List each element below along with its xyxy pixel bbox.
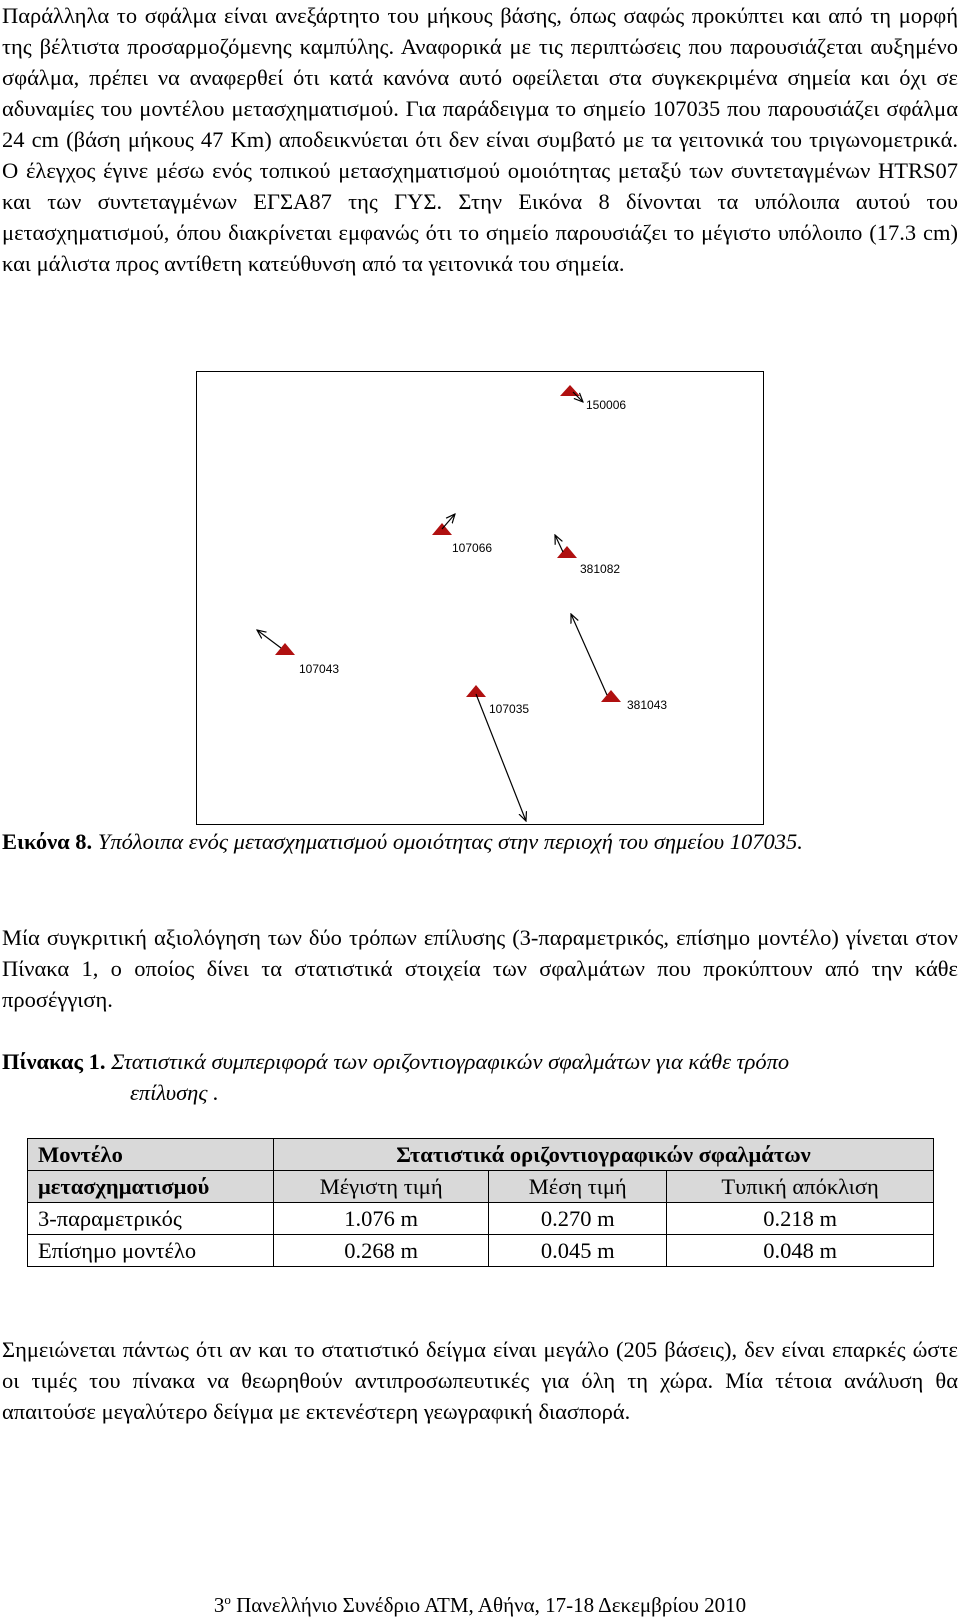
residual-arrow xyxy=(442,514,455,529)
residuals-figure xyxy=(196,371,764,825)
point-381043 xyxy=(571,614,667,712)
point-381082 xyxy=(555,535,620,576)
point-107035 xyxy=(466,685,529,821)
point-150006 xyxy=(560,385,626,412)
footer-superscript: ο xyxy=(224,1592,231,1607)
point-label: 381043 xyxy=(627,698,668,712)
triangle-marker xyxy=(275,643,295,655)
point-label: 107043 xyxy=(299,662,340,676)
figure-caption-label: Εικόνα 8. xyxy=(2,829,93,854)
statistics-table xyxy=(27,1138,934,1267)
body-paragraph-1: Παράλληλα το σφάλμα είναι ανεξάρτητο του μήκους βάσης, όπως σαφώς προκύπτει και από τη μορφή της βέλτιστα προσαρμοζόμενης καμπύλης. Αναφορικά με τις περιπτώσεις που παρουσιάζεται αυξημένο σφάλμα, πρέπει να αναφερθεί ότι κατά κανόνα αυτό οφείλεται στα συγκεκριμένα σημεία και όχι σε αδυναμίες του μοντέλου μετασχηματισμού. Για παράδειγμα το σημείο 107035 που παρουσιάζει σφάλμα 24 cm (βάση μήκους 47 Km) αποδεικνύεται ότι δεν είναι συμβατό με τα γειτονικά του τριγωνομετρικά. Ο έλεγχος έγινε μέσω ενός τοπικού μετασχηματισμού ομοιότητας μεταξύ των συντεταγμένων HTRS07 και των συντεταγμένων ΕΓΣΑ87 της ΓΥΣ. Στην Εικόνα 8 δίνονται τα υπόλοιπα αυτού του μετασχηματισμού, όπου διακρίνεται εμφανώς ότι το σημείο παρουσιάζει το μέγιστο υπόλοιπο (17.3 cm) και μάλιστα προς αντίθετη κατεύθυνση από τα γειτονικά του σημεία. xyxy=(2,3,958,276)
value-cell: 0.048 m xyxy=(667,1235,934,1267)
point-label: 107066 xyxy=(452,541,493,555)
residual-arrow xyxy=(257,630,281,648)
table-caption-label: Πίνακας 1. xyxy=(2,1049,106,1074)
point-107043 xyxy=(257,630,339,676)
triangle-marker xyxy=(560,385,580,396)
table-caption-text: Στατιστικά συμπεριφορά των οριζοντιογραφικών σφαλμάτων για κάθε τρόπο xyxy=(111,1049,790,1074)
residual-arrow xyxy=(555,535,563,552)
column-header: Τυπική απόκλιση xyxy=(667,1171,934,1203)
table-header-row xyxy=(28,1139,934,1171)
value-cell: 0.045 m xyxy=(489,1235,667,1267)
triangle-marker xyxy=(601,690,621,702)
group-header: Στατιστικά οριζοντιογραφικών σφαλμάτων xyxy=(274,1139,934,1171)
point-label: 381082 xyxy=(580,562,621,576)
figure-caption xyxy=(2,826,958,857)
model-cell: 3-παραμετρικός xyxy=(28,1203,274,1235)
model-cell: Επίσημο μοντέλο xyxy=(28,1235,274,1267)
point-label: 107035 xyxy=(489,702,530,716)
table-caption xyxy=(2,1046,958,1108)
figure-caption-text: Υπόλοιπα ενός μετασχηματισμού ομοιότητας στην περιοχή του σημείου 107035. xyxy=(97,829,803,854)
table-row xyxy=(28,1203,934,1235)
table-caption-text-line2: επίλυσης . xyxy=(130,1080,219,1105)
triangle-marker xyxy=(557,546,577,558)
point-107066 xyxy=(432,514,492,555)
residual-arrow xyxy=(571,614,607,695)
value-cell: 0.270 m xyxy=(489,1203,667,1235)
column-header: Μέση τιμή xyxy=(489,1171,667,1203)
body-paragraph-2: Μία συγκριτική αξιολόγηση των δύο τρόπων επίλυσης (3-παραμετρικός, επίσημο μοντέλο) γίνεται στον Πίνακα 1, ο οποίος δίνει τα στατιστικά στοιχεία των σφαλμάτων που προκύπτουν από την κάθε προσέγγιση. xyxy=(2,925,958,1012)
residuals-map xyxy=(197,372,763,824)
body-paragraph-3: Σημειώνεται πάντως ότι αν και το στατιστικό δείγμα είναι μεγάλο (205 βάσεις), δεν είναι επαρκές ώστε οι τιμές του πίνακα να θεωρηθούν αντιπροσωπευτικές για όλη τη χώρα. Μία τέτοια ανάλυση θα απαιτούσε μεγαλύτερο δείγμα με εκτενέστερη γεωγραφική διασπορά. xyxy=(2,1337,958,1424)
model-header-line2: μετασχηματισμού xyxy=(28,1171,274,1203)
footer-number: 3 xyxy=(213,1593,225,1617)
column-header: Μέγιστη τιμή xyxy=(274,1171,489,1203)
page-footer xyxy=(0,1592,960,1618)
value-cell: 0.218 m xyxy=(667,1203,934,1235)
point-label: 150006 xyxy=(586,398,627,412)
value-cell: 0.268 m xyxy=(274,1235,489,1267)
table-subheader-row xyxy=(28,1171,934,1203)
table-row xyxy=(28,1235,934,1267)
model-header: Μοντέλο xyxy=(28,1139,274,1171)
value-cell: 1.076 m xyxy=(274,1203,489,1235)
footer-text: Πανελλήνιο Συνέδριο ΑΤΜ, Αθήνα, 17-18 Δεκεμβρίου 2010 xyxy=(236,1593,747,1617)
residual-arrow xyxy=(573,392,583,402)
